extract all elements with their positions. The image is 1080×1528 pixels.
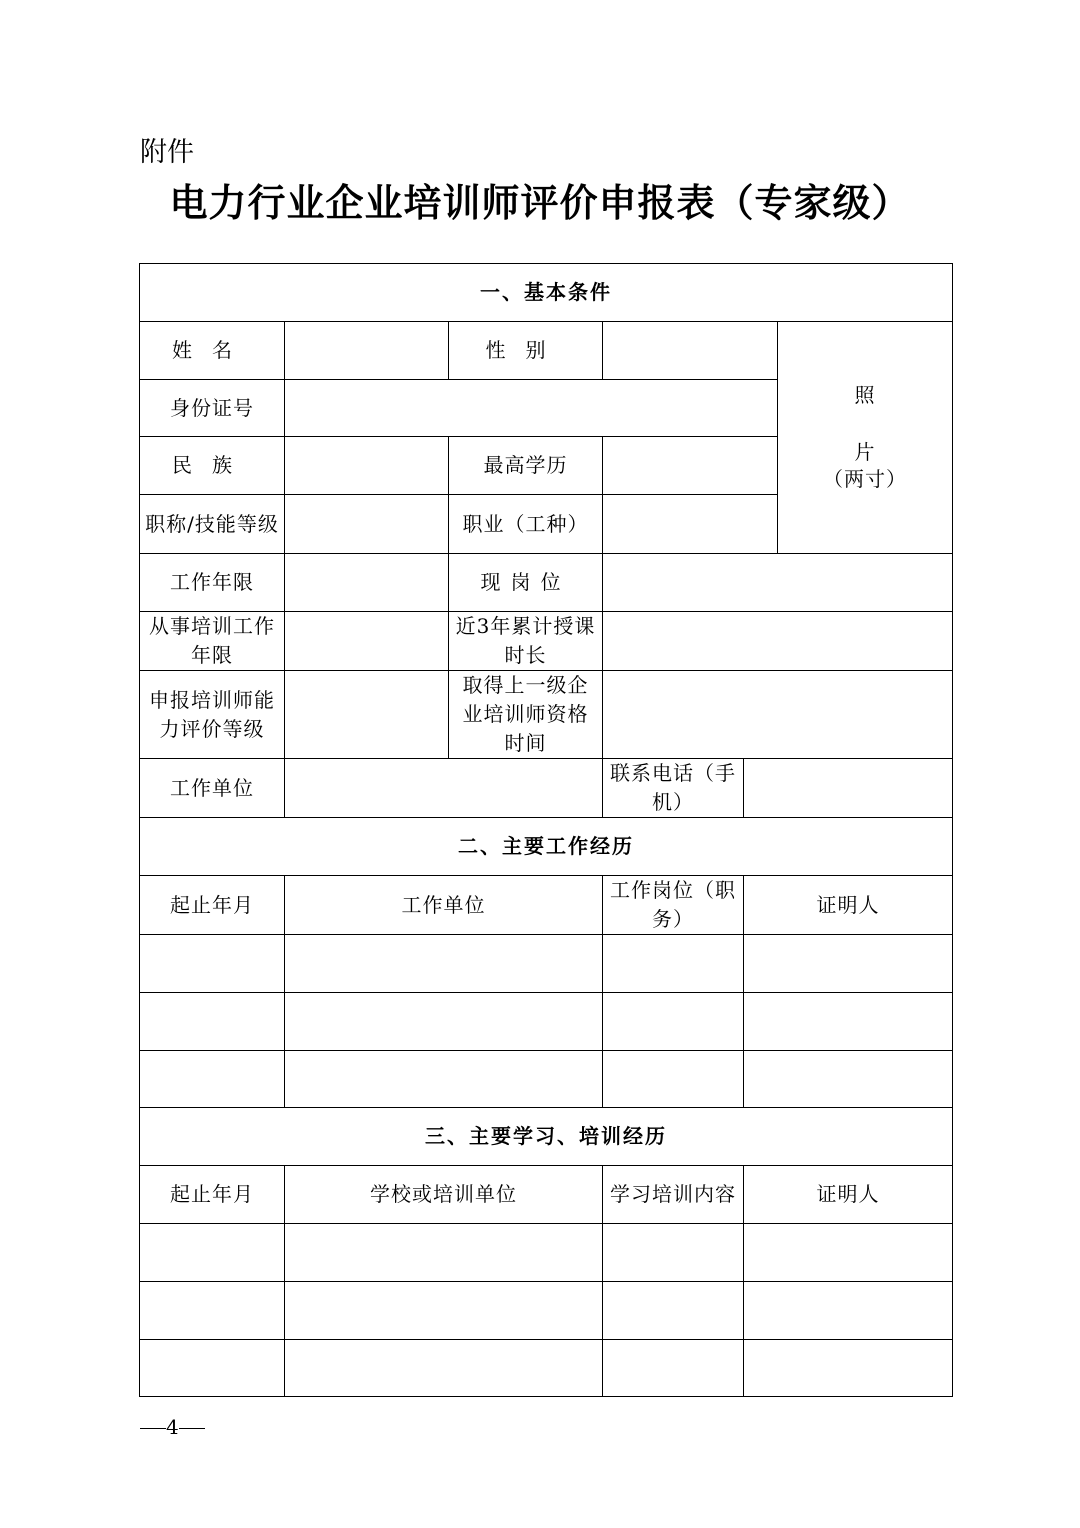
work-history-row: [140, 935, 953, 993]
work-position-header: 工作岗位（职务）: [603, 876, 744, 935]
section1-heading: 一、基本条件: [140, 264, 953, 322]
ethnicity-label: 民族: [140, 437, 285, 495]
photo-size-label: （两寸）: [823, 467, 907, 491]
name-field[interactable]: [285, 322, 449, 380]
application-form-table: [139, 263, 953, 1397]
employer-label: 工作单位: [140, 759, 285, 818]
photo-box: [778, 322, 953, 554]
current-post-field[interactable]: [603, 554, 953, 612]
phone-label: 联系电话（手机）: [603, 759, 744, 818]
attachment-label: 附件: [140, 137, 194, 168]
work-period-header: 起止年月: [140, 876, 285, 935]
occupation-field[interactable]: [603, 495, 778, 554]
name-label: 姓名: [140, 322, 285, 380]
section2-heading: 二、主要工作经历: [140, 818, 953, 876]
education-field[interactable]: [603, 437, 778, 495]
work-years-label: 工作年限: [140, 554, 285, 612]
page-number-value: 4: [166, 1415, 179, 1439]
ethnicity-field[interactable]: [285, 437, 449, 495]
page-number: [140, 1415, 205, 1439]
work-employer-header: 工作单位: [285, 876, 603, 935]
page-number-dash-right: [179, 1428, 205, 1429]
gender-label: 性别: [449, 322, 603, 380]
prev-qualification-field[interactable]: [603, 671, 953, 759]
form-title: 电力行业企业培训师评价申报表（专家级）: [169, 181, 911, 225]
work-history-row: [140, 993, 953, 1051]
section3-heading: 三、主要学习、培训经历: [140, 1108, 953, 1166]
id-number-field[interactable]: [285, 380, 778, 437]
study-history-row: [140, 1282, 953, 1340]
teaching-hours-label: 近3年累计授课时长: [449, 612, 603, 671]
occupation-label: 职业（工种）: [449, 495, 603, 554]
apply-level-label: 申报培训师能力评价等级: [140, 671, 285, 759]
study-witness-header: 证明人: [744, 1166, 953, 1224]
study-history-row: [140, 1340, 953, 1397]
gender-field[interactable]: [603, 322, 778, 380]
employer-field[interactable]: [285, 759, 603, 818]
apply-level-field[interactable]: [285, 671, 449, 759]
work-witness-header: 证明人: [744, 876, 953, 935]
study-content-header: 学习培训内容: [603, 1166, 744, 1224]
work-history-row: [140, 1051, 953, 1108]
education-label: 最高学历: [449, 437, 603, 495]
id-number-label: 身份证号: [140, 380, 285, 437]
phone-field[interactable]: [744, 759, 953, 818]
title-skill-field[interactable]: [285, 495, 449, 554]
prev-qualification-label: 取得上一级企业培训师资格时间: [449, 671, 603, 759]
study-school-header: 学校或培训单位: [285, 1166, 603, 1224]
current-post-label: 现岗位: [449, 554, 603, 612]
title-skill-label: 职称/技能等级: [140, 495, 285, 554]
photo-label-2: 片: [854, 440, 876, 464]
work-years-field[interactable]: [285, 554, 449, 612]
training-years-label: 从事培训工作年限: [140, 612, 285, 671]
study-history-row: [140, 1224, 953, 1282]
teaching-hours-field[interactable]: [603, 612, 953, 671]
page-number-dash-left: [140, 1428, 166, 1429]
training-years-field[interactable]: [285, 612, 449, 671]
photo-label: 照: [854, 383, 876, 407]
study-period-header: 起止年月: [140, 1166, 285, 1224]
